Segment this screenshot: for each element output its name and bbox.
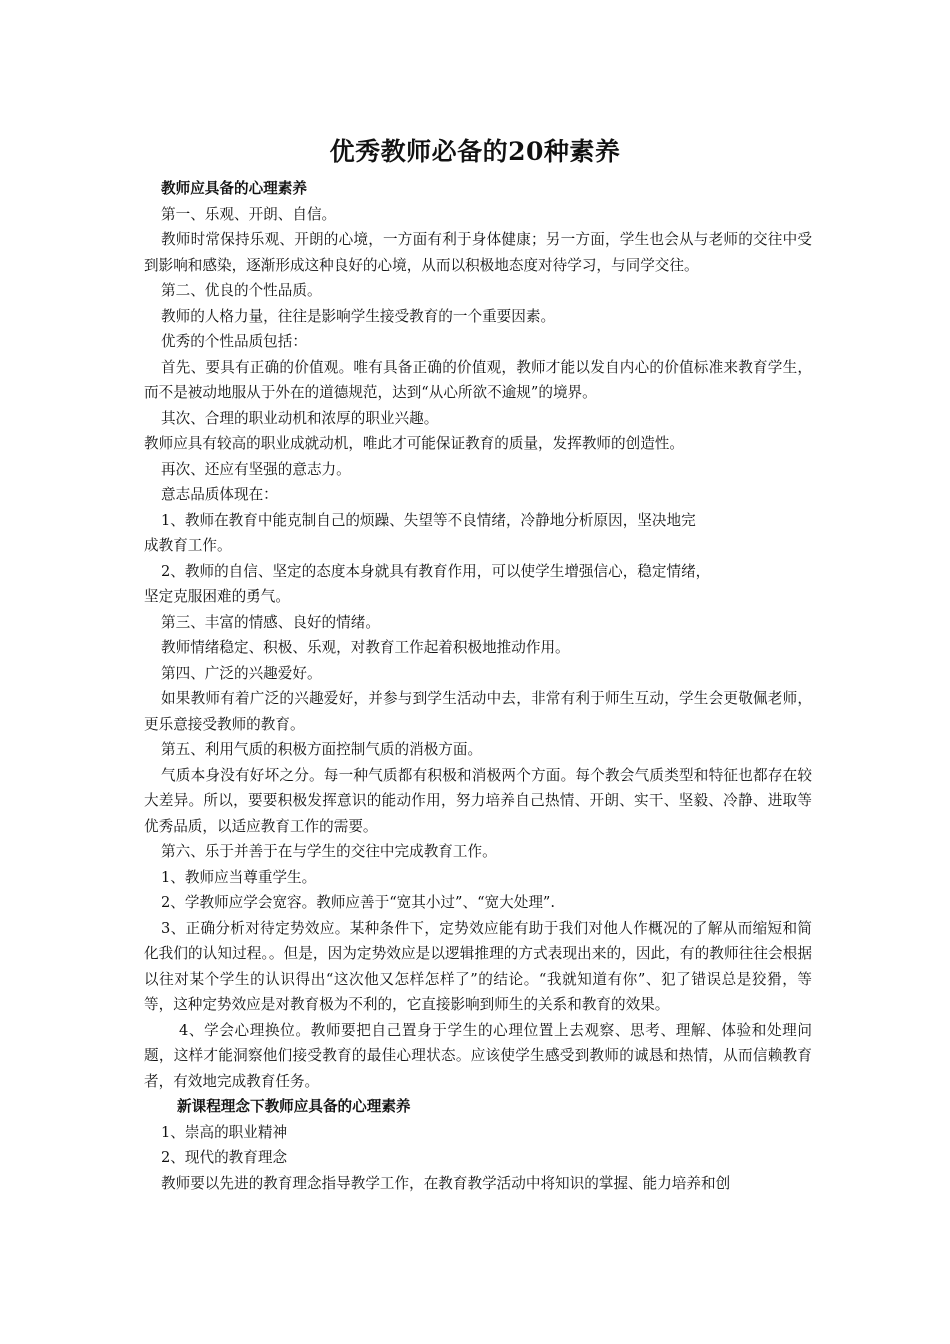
paragraph: 成教育工作。 — [144, 537, 232, 554]
paragraph: 2、现代的教育理念 — [161, 1149, 288, 1166]
section-heading: 新课程理念下教师应具备的心理素养 — [177, 1098, 411, 1115]
paragraph: 如果教师有着广泛的兴趣爱好，并参与到学生活动中去，非常有利于师生互动，学生会更敬佩老师，更乐意接受教师的教育。 — [144, 690, 812, 733]
paragraph: 首先、要具有正确的价值观。唯有具备正确的价值观，教师才能以发自内心的价值标准来教育学生，而不是被动地服从于外在的道德规范，达到“从心所欲不逾规”的境界。 — [144, 358, 812, 401]
paragraph: 意志品质体现在： — [161, 486, 278, 503]
paragraph: 第五、利用气质的积极方面控制气质的消极方面。 — [161, 741, 483, 758]
paragraph: 2、学教师应学会宽容。教师应善于“宽其小过”、“宽大处理”. — [161, 894, 556, 911]
paragraph: 3、正确分析对待定势效应。某种条件下，定势效应能有助于我们对他人作概况的了解从而缩短和简化我们的认知过程。。但是，因为定势效应是以逻辑推理的方式表现出来的，因此，有的教师往往会根据以往对某个学生的认识得出“这次他又怎样怎样了”的结论。“我就知道有你”、犯了错误总是狡猾，等等，这种定势效应是对教育极为不利的，它直接影响到师生的关系和教育的效果。 — [144, 919, 812, 1013]
paragraph: 再次、还应有坚强的意志力。 — [161, 460, 351, 478]
paragraph: 教师要以先进的教育理念指导教学工作，在教育教学活动中将知识的掌握、能力培养和创 — [161, 1174, 731, 1192]
section-heading: 教师应具备的心理素养 — [161, 180, 307, 197]
paragraph: 其次、合理的职业动机和浓厚的职业兴趣。 — [161, 409, 439, 427]
paragraph: 优秀的个性品质包括： — [161, 333, 307, 350]
paragraph: 教师情绪稳定、积极、乐观，对教育工作起着积极地推动作用。 — [161, 639, 570, 656]
paragraph: 气质本身没有好坏之分。每一种气质都有积极和消极两个方面。每个教会气质类型和特征也都存在较大差异。所以，要要积极发挥意识的能动作用，努力培养自己热情、开朗、实干、坚毅、冷静、进取等优秀品质，以适应教育工作的需要。 — [144, 766, 812, 835]
paragraph: 4、学会心理换位。教师要把自己置身于学生的心理位置上去观察、思考、理解、体验和处理问题，这样才能洞察他们接受教育的最佳心理状态。应该使学生感受到教师的诚恳和热情，从而信赖教育者，有效地完成教育任务。 — [144, 1021, 812, 1090]
paragraph: 教师的人格力量，往往是影响学生接受教育的一个重要因素。 — [161, 307, 556, 325]
page-title: 优秀教师必备的20种素养 — [329, 137, 621, 166]
paragraph: 1、教师在教育中能克制自己的烦躁、失望等不良情绪，冷静地分析原因，坚决地完 — [161, 511, 696, 529]
paragraph: 第三、丰富的情感、良好的情绪。 — [161, 613, 380, 631]
paragraph: 2、教师的自信、坚定的态度本身就具有教育作用，可以使学生增强信心，稳定情绪， — [161, 562, 711, 580]
paragraph: 坚定克服困难的勇气。 — [144, 588, 290, 605]
paragraph: 第六、乐于并善于在与学生的交往中完成教育工作。 — [161, 843, 497, 860]
paragraph: 1、崇高的职业精神 — [161, 1123, 288, 1141]
paragraph: 第二、优良的个性品质。 — [161, 282, 322, 299]
paragraph: 第四、广泛的兴趣爱好。 — [161, 664, 322, 682]
paragraph: 教师应具有较高的职业成就动机，唯此才可能保证教育的质量，发挥教师的创造性。 — [144, 435, 684, 452]
paragraph: 第一、乐观、开朗、自信。 — [161, 205, 337, 223]
paragraph: 教师时常保持乐观、开朗的心境，一方面有利于身体健康；另一方面，学生也会从与老师的交往中受到影响和感染，逐渐形成这种良好的心境，从而以积极地态度对待学习，与同学交往。 — [144, 231, 812, 274]
paragraph: 1、教师应当尊重学生。 — [161, 868, 317, 886]
document-body — [144, 176, 812, 1196]
